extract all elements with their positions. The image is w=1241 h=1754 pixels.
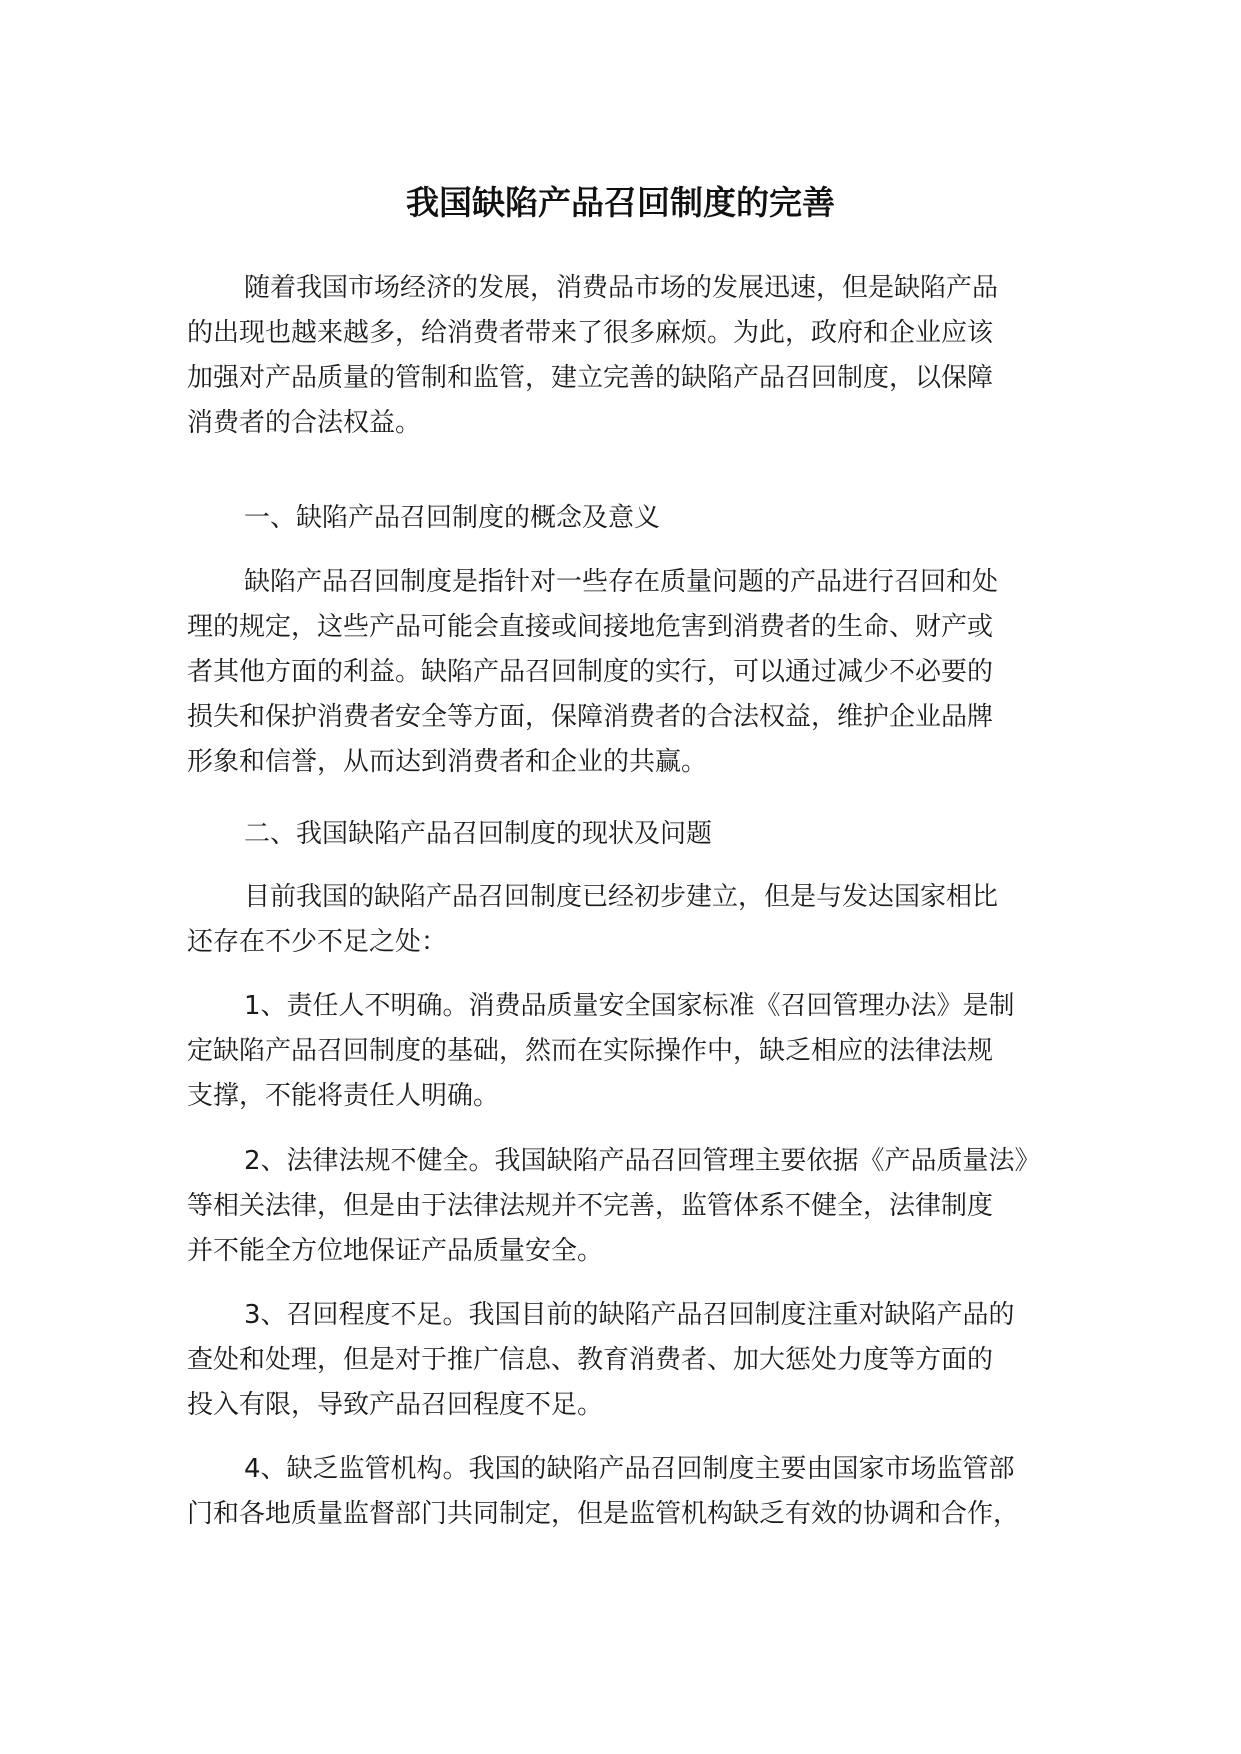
list-item-2 bbox=[0, 1139, 1041, 1274]
section-heading-2 bbox=[0, 812, 712, 857]
paragraph-line: 1、责任人不明确。消费品质量安全国家标准《召回管理办法》是制 bbox=[244, 991, 1015, 1021]
paragraph-line: 消费者的合法权益。 bbox=[187, 408, 422, 438]
paragraph-line: 的出现也越来越多，给消费者带来了很多麻烦。为此，政府和企业应该 bbox=[187, 318, 994, 348]
paragraph-line: 等相关法律，但是由于法律法规并不完善，监管体系不健全，法律制度 bbox=[187, 1191, 994, 1221]
paragraph-line: 4、缺乏监管机构。我国的缺陷产品召回制度主要由国家市场监管部 bbox=[244, 1454, 1015, 1484]
paragraph-line: 缺陷产品召回制度是指针对一些存在质量问题的产品进行召回和处 bbox=[244, 567, 999, 597]
paragraph-line: 二、我国缺陷产品召回制度的现状及问题 bbox=[244, 819, 713, 849]
section-heading-1 bbox=[0, 496, 660, 541]
paragraph-line: 目前我国的缺陷产品召回制度已经初步建立，但是与发达国家相比 bbox=[244, 882, 999, 912]
paragraph-line: 者其他方面的利益。缺陷产品召回制度的实行，可以通过减少不必要的 bbox=[187, 657, 994, 687]
list-item-4 bbox=[0, 1447, 1019, 1537]
paragraph-status bbox=[0, 875, 998, 965]
paragraph-concept bbox=[0, 560, 998, 785]
paragraph-line: 一、缺陷产品召回制度的概念及意义 bbox=[244, 503, 661, 533]
paragraph-line: 定缺陷产品召回制度的基础，然而在实际操作中，缺乏相应的法律法规 bbox=[187, 1036, 994, 1066]
paragraph-line: 并不能全方位地保证产品质量安全。 bbox=[187, 1236, 604, 1266]
paragraph-line: 2、法律法规不健全。我国缺陷产品召回管理主要依据《产品质量法》 bbox=[244, 1146, 1041, 1176]
paragraph-line: 还存在不少不足之处： bbox=[187, 927, 448, 957]
list-item-1 bbox=[0, 984, 1015, 1119]
paragraph-line: 形象和信誉，从而达到消费者和企业的共赢。 bbox=[187, 747, 708, 777]
paragraph-intro bbox=[0, 266, 998, 446]
paragraph-line: 损失和保护消费者安全等方面，保障消费者的合法权益，维护企业品牌 bbox=[187, 702, 994, 732]
paragraph-line: 门和各地质量监督部门共同制定，但是监管机构缺乏有效的协调和合作， bbox=[187, 1499, 1020, 1529]
paragraph-line: 投入有限，导致产品召回程度不足。 bbox=[187, 1390, 604, 1420]
list-item-3 bbox=[0, 1293, 1015, 1428]
paragraph-line: 查处和处理，但是对于推广信息、教育消费者、加大惩处力度等方面的 bbox=[187, 1345, 994, 1375]
paragraph-line: 加强对产品质量的管制和监管，建立完善的缺陷产品召回制度，以保障 bbox=[187, 363, 994, 393]
document-title: 我国缺陷产品召回制度的完善 bbox=[406, 183, 835, 222]
paragraph-line: 支撑，不能将责任人明确。 bbox=[187, 1081, 500, 1111]
paragraph-line: 3、召回程度不足。我国目前的缺陷产品召回制度注重对缺陷产品的 bbox=[244, 1300, 1015, 1330]
paragraph-line: 理的规定，这些产品可能会直接或间接地危害到消费者的生命、财产或 bbox=[187, 612, 994, 642]
paragraph-line: 随着我国市场经济的发展，消费品市场的发展迅速，但是缺陷产品 bbox=[244, 273, 999, 303]
